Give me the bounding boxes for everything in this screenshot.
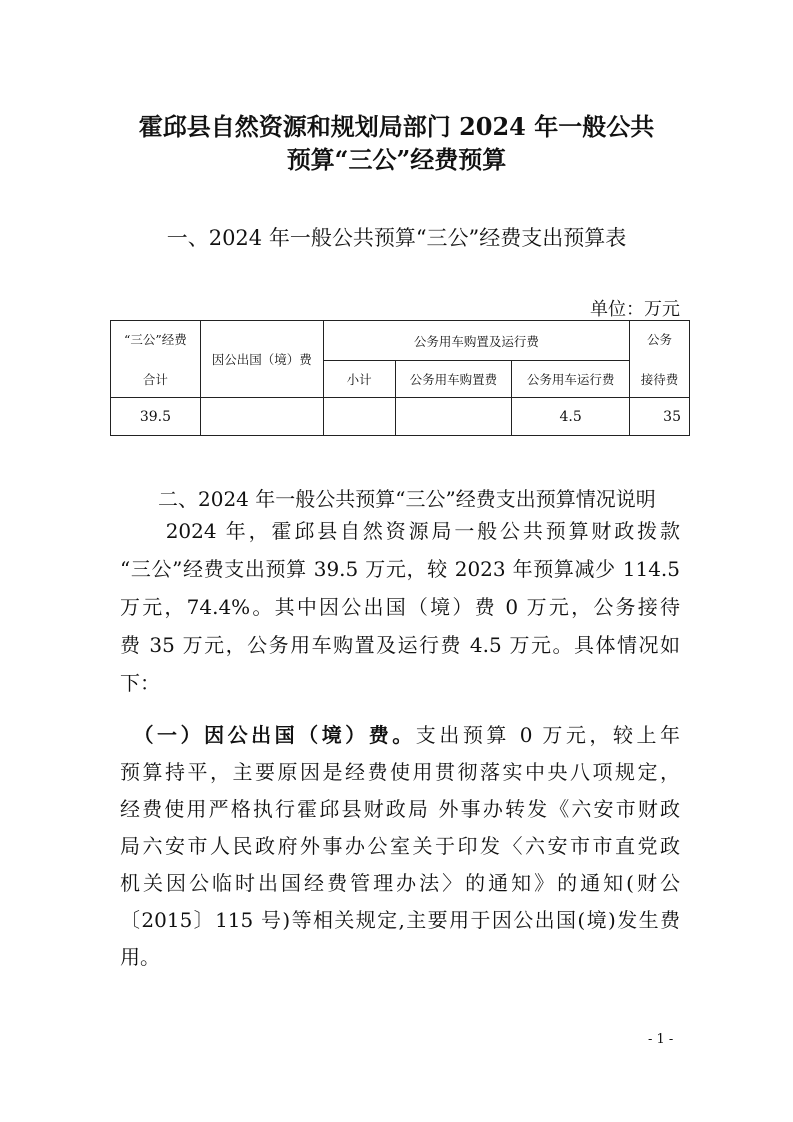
header-car-purchase: 公务用车购置费 xyxy=(395,361,512,398)
para2-line: 〔2015〕115 号)等相关规定,主要用于因公出国(境)发生费 xyxy=(120,908,680,932)
header-reception-line2: 接待费 xyxy=(640,372,679,387)
para2-line: 机关因公临时出国经费管理办法〉的通知》的通知(财公 xyxy=(120,871,680,895)
para1-line: 2024 年，霍邱县自然资源局一般公共预算财政拨款 xyxy=(120,519,680,543)
header-car-running: 公务用车运行费 xyxy=(512,361,630,398)
cell-total: 39.5 xyxy=(111,398,201,436)
cell-car-purchase xyxy=(395,398,512,436)
para1-line: “三公”经费支出预算 39.5 万元，较 2023 年预算减少 114.5 xyxy=(120,557,680,581)
para1-line: 万元，74.4%。其中因公出国（境）费 0 万元，公务接待 xyxy=(120,595,680,619)
header-car: 公务用车购置及运行费 xyxy=(323,321,629,361)
header-subtotal: 小计 xyxy=(323,361,395,398)
table-row xyxy=(111,398,690,436)
para2-line xyxy=(120,722,680,748)
cell-abroad xyxy=(200,398,323,436)
para2-line: 经费使用严格执行霍邱县财政局 外事办转发《六安市财政 xyxy=(120,797,680,821)
page-number: - 1 - xyxy=(648,1032,674,1047)
header-total xyxy=(111,321,201,398)
para2-text: 支出预算 0 万元，较上年 xyxy=(415,723,680,747)
cell-car-running: 4.5 xyxy=(512,398,630,436)
section-2-title: 二、2024 年一般公共预算“三公”经费支出预算情况说明 xyxy=(158,487,656,511)
section-1-title: 一、2024 年一般公共预算“三公”经费支出预算表 xyxy=(166,226,627,250)
document-title-line-1: 霍邱县自然资源和规划局部门 2024 年一般公共 xyxy=(138,112,655,141)
cell-reception: 35 xyxy=(630,398,690,436)
para2-line: 预算持平，主要原因是经费使用贯彻落实中央八项规定， xyxy=(120,760,680,784)
para1-line: 下： xyxy=(120,671,160,695)
header-total-line1: “三公”经费 xyxy=(124,332,187,347)
para2-heading: （一）因公出国（境）费。 xyxy=(120,723,416,747)
cell-subtotal xyxy=(323,398,395,436)
header-total-line2: 合计 xyxy=(142,372,168,387)
header-reception-line1: 公务 xyxy=(647,332,673,347)
three-public-expenses-table xyxy=(110,320,690,436)
header-reception xyxy=(630,321,690,398)
para2-line: 用。 xyxy=(120,945,160,969)
para1-line: 费 35 万元，公务用车购置及运行费 4.5 万元。具体情况如 xyxy=(120,633,680,657)
unit-label: 单位：万元 xyxy=(590,299,680,320)
header-abroad: 因公出国（境）费 xyxy=(200,321,323,398)
document-title-line-2: 预算“三公”经费预算 xyxy=(286,145,507,174)
para2-line: 局六安市人民政府外事办公室关于印发〈六安市市直党政 xyxy=(120,834,680,858)
